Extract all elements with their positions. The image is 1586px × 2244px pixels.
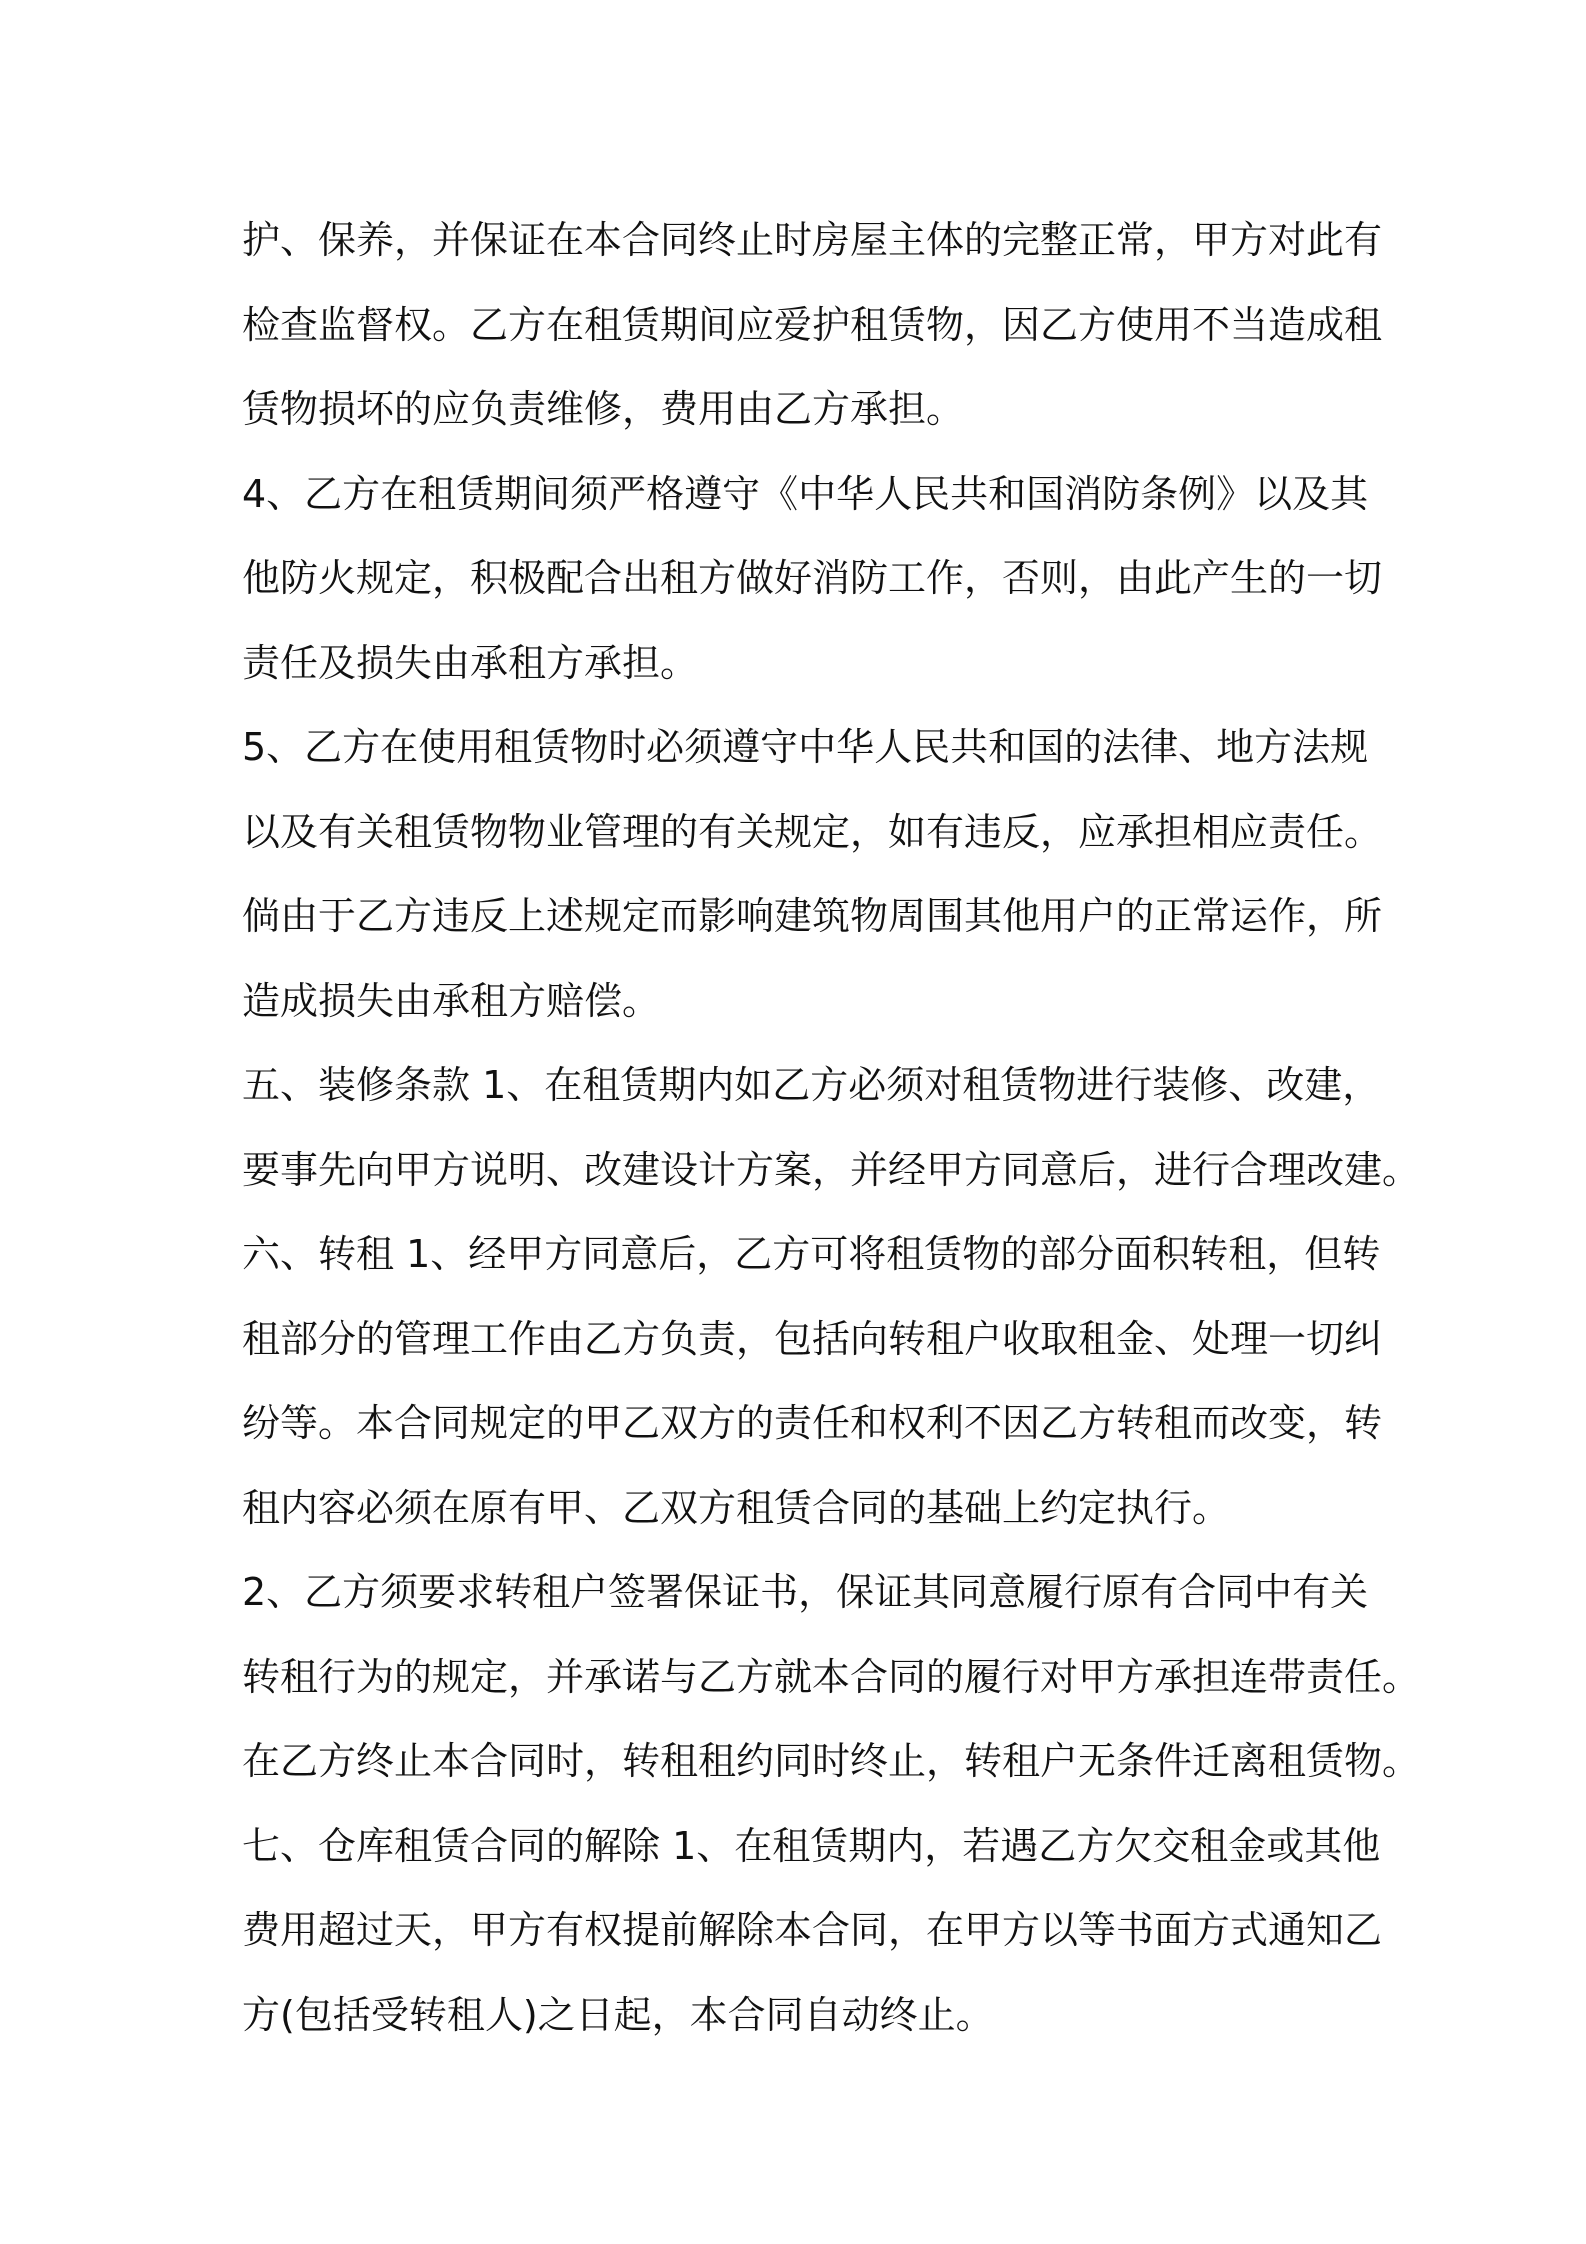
text-line: 4、乙方在租赁期间须严格遵守《中华人民共和国消防条例》以及其 bbox=[242, 471, 1369, 516]
text-line: 六、转租 1、经甲方同意后，乙方可将租赁物的部分面积转租，但转 bbox=[242, 1232, 1381, 1276]
text-line: 他防火规定，积极配合出租方做好消防工作，否则，由此产生的一切 bbox=[242, 556, 1383, 600]
text-line: 责任及损失由承租方承担。 bbox=[242, 640, 699, 685]
text-line: 在乙方终止本合同时，转租租约同时终止，转租户无条件迁离租赁物。 bbox=[242, 1739, 1421, 1783]
text-line: 租内容必须在原有甲、乙双方租赁合同的基础上约定执行。 bbox=[242, 1485, 1231, 1530]
text-line: 费用超过天，甲方有权提前解除本合同，在甲方以等书面方式通知乙 bbox=[242, 1908, 1383, 1952]
text-line: 造成损失由承租方赔偿。 bbox=[242, 978, 661, 1023]
text-line: 护、保养，并保证在本合同终止时房屋主体的完整正常，甲方对此有 bbox=[242, 218, 1383, 262]
text-line: 租部分的管理工作由乙方负责，包括向转租户收取租金、处理一切纠 bbox=[242, 1316, 1383, 1361]
text-line: 五、装修条款 1、在租赁期内如乙方必须对租赁物进行装修、改建， bbox=[242, 1063, 1381, 1107]
text-line: 纷等。本合同规定的甲乙双方的责任和权利不因乙方转租而改变，转 bbox=[242, 1401, 1383, 1445]
text-line: 2、乙方须要求转租户签署保证书，保证其同意履行原有合同中有关 bbox=[242, 1570, 1369, 1614]
text-line: 七、仓库租赁合同的解除 1、在租赁期内，若遇乙方欠交租金或其他 bbox=[242, 1823, 1381, 1868]
text-line: 方(包括受转租人)之日起，本合同自动终止。 bbox=[242, 1992, 994, 2037]
text-line: 以及有关租赁物物业管理的有关规定，如有违反，应承担相应责任。 bbox=[242, 809, 1383, 854]
text-line: 要事先向甲方说明、改建设计方案，并经甲方同意后，进行合理改建。 bbox=[242, 1147, 1421, 1192]
text-line: 倘由于乙方违反上述规定而影响建筑物周围其他用户的正常运作，所 bbox=[242, 894, 1383, 938]
text-line: 转租行为的规定，并承诺与乙方就本合同的履行对甲方承担连带责任。 bbox=[242, 1654, 1421, 1699]
text-line: 5、乙方在使用租赁物时必须遵守中华人民共和国的法律、地方法规 bbox=[242, 725, 1369, 769]
document-body bbox=[242, 198, 1421, 2057]
text-line: 赁物损坏的应负责维修，费用由乙方承担。 bbox=[242, 387, 965, 431]
text-line: 检查监督权。乙方在租赁期间应爱护租赁物，因乙方使用不当造成租 bbox=[242, 302, 1383, 347]
